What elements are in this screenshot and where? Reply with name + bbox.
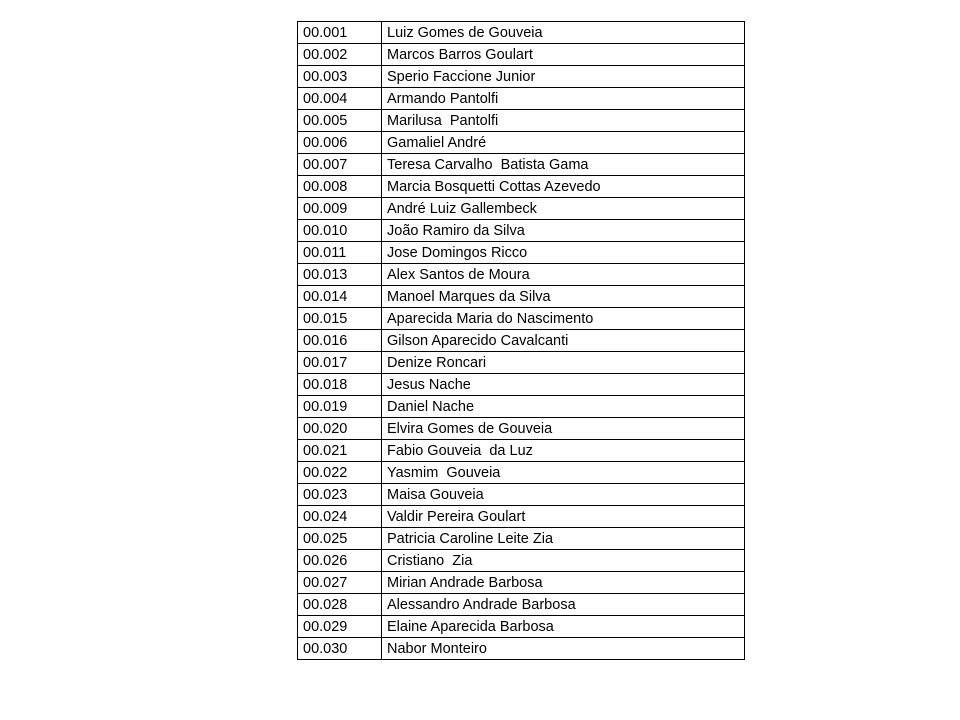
table-row: [298, 374, 745, 396]
member-code-cell: 00.011: [298, 242, 382, 264]
table-row: [298, 528, 745, 550]
table-row: [298, 66, 745, 88]
member-code-cell: 00.018: [298, 374, 382, 396]
table-row: [298, 616, 745, 638]
member-name-cell: Manoel Marques da Silva: [382, 286, 745, 308]
member-code-cell: 00.024: [298, 506, 382, 528]
member-code-cell: 00.010: [298, 220, 382, 242]
member-code-cell: 00.030: [298, 638, 382, 660]
member-code-cell: 00.008: [298, 176, 382, 198]
table-row: [298, 462, 745, 484]
member-name-cell: Elvira Gomes de Gouveia: [382, 418, 745, 440]
table-row: [298, 198, 745, 220]
member-name-cell: Gamaliel André: [382, 132, 745, 154]
member-name-cell: Sperio Faccione Junior: [382, 66, 745, 88]
member-code-cell: 00.025: [298, 528, 382, 550]
member-name-cell: Marilusa Pantolfi: [382, 110, 745, 132]
member-name-cell: Marcos Barros Goulart: [382, 44, 745, 66]
member-code-cell: 00.002: [298, 44, 382, 66]
member-code-cell: 00.004: [298, 88, 382, 110]
table-row: [298, 286, 745, 308]
member-name-cell: Nabor Monteiro: [382, 638, 745, 660]
table-row: [298, 572, 745, 594]
member-code-cell: 00.023: [298, 484, 382, 506]
table-row: [298, 220, 745, 242]
member-name-cell: Patricia Caroline Leite Zia: [382, 528, 745, 550]
roster-table: [297, 21, 745, 660]
member-name-cell: João Ramiro da Silva: [382, 220, 745, 242]
member-code-cell: 00.014: [298, 286, 382, 308]
member-name-cell: Jesus Nache: [382, 374, 745, 396]
table-row: [298, 308, 745, 330]
member-code-cell: 00.013: [298, 264, 382, 286]
member-code-cell: 00.019: [298, 396, 382, 418]
table-row: [298, 484, 745, 506]
member-code-cell: 00.021: [298, 440, 382, 462]
member-name-cell: Teresa Carvalho Batista Gama: [382, 154, 745, 176]
table-row: [298, 638, 745, 660]
member-code-cell: 00.022: [298, 462, 382, 484]
member-name-cell: Alessandro Andrade Barbosa: [382, 594, 745, 616]
table-row: [298, 110, 745, 132]
member-code-cell: 00.006: [298, 132, 382, 154]
member-name-cell: Aparecida Maria do Nascimento: [382, 308, 745, 330]
table-row: [298, 132, 745, 154]
table-row: [298, 550, 745, 572]
member-name-cell: Marcia Bosquetti Cottas Azevedo: [382, 176, 745, 198]
table-row: [298, 88, 745, 110]
table-row: [298, 330, 745, 352]
member-name-cell: Daniel Nache: [382, 396, 745, 418]
member-name-cell: Armando Pantolfi: [382, 88, 745, 110]
member-name-cell: Jose Domingos Ricco: [382, 242, 745, 264]
member-code-cell: 00.020: [298, 418, 382, 440]
member-code-cell: 00.005: [298, 110, 382, 132]
member-name-cell: Alex Santos de Moura: [382, 264, 745, 286]
table-row: [298, 242, 745, 264]
member-code-cell: 00.009: [298, 198, 382, 220]
member-name-cell: Cristiano Zia: [382, 550, 745, 572]
member-name-cell: Maisa Gouveia: [382, 484, 745, 506]
member-name-cell: Fabio Gouveia da Luz: [382, 440, 745, 462]
table-row: [298, 352, 745, 374]
table-row: [298, 594, 745, 616]
table-row: [298, 154, 745, 176]
member-code-cell: 00.016: [298, 330, 382, 352]
member-name-cell: Mirian Andrade Barbosa: [382, 572, 745, 594]
roster-table-body: [298, 22, 745, 660]
member-code-cell: 00.026: [298, 550, 382, 572]
member-name-cell: Elaine Aparecida Barbosa: [382, 616, 745, 638]
member-name-cell: Valdir Pereira Goulart: [382, 506, 745, 528]
member-code-cell: 00.001: [298, 22, 382, 44]
member-code-cell: 00.015: [298, 308, 382, 330]
member-name-cell: André Luiz Gallembeck: [382, 198, 745, 220]
table-row: [298, 176, 745, 198]
member-name-cell: Yasmim Gouveia: [382, 462, 745, 484]
table-row: [298, 506, 745, 528]
table-row: [298, 440, 745, 462]
member-code-cell: 00.017: [298, 352, 382, 374]
member-code-cell: 00.029: [298, 616, 382, 638]
table-row: [298, 264, 745, 286]
table-row: [298, 44, 745, 66]
table-row: [298, 418, 745, 440]
member-code-cell: 00.007: [298, 154, 382, 176]
member-name-cell: Gilson Aparecido Cavalcanti: [382, 330, 745, 352]
member-name-cell: Denize Roncari: [382, 352, 745, 374]
member-code-cell: 00.028: [298, 594, 382, 616]
table-row: [298, 396, 745, 418]
table-row: [298, 22, 745, 44]
member-code-cell: 00.003: [298, 66, 382, 88]
member-name-cell: Luiz Gomes de Gouveia: [382, 22, 745, 44]
member-code-cell: 00.027: [298, 572, 382, 594]
